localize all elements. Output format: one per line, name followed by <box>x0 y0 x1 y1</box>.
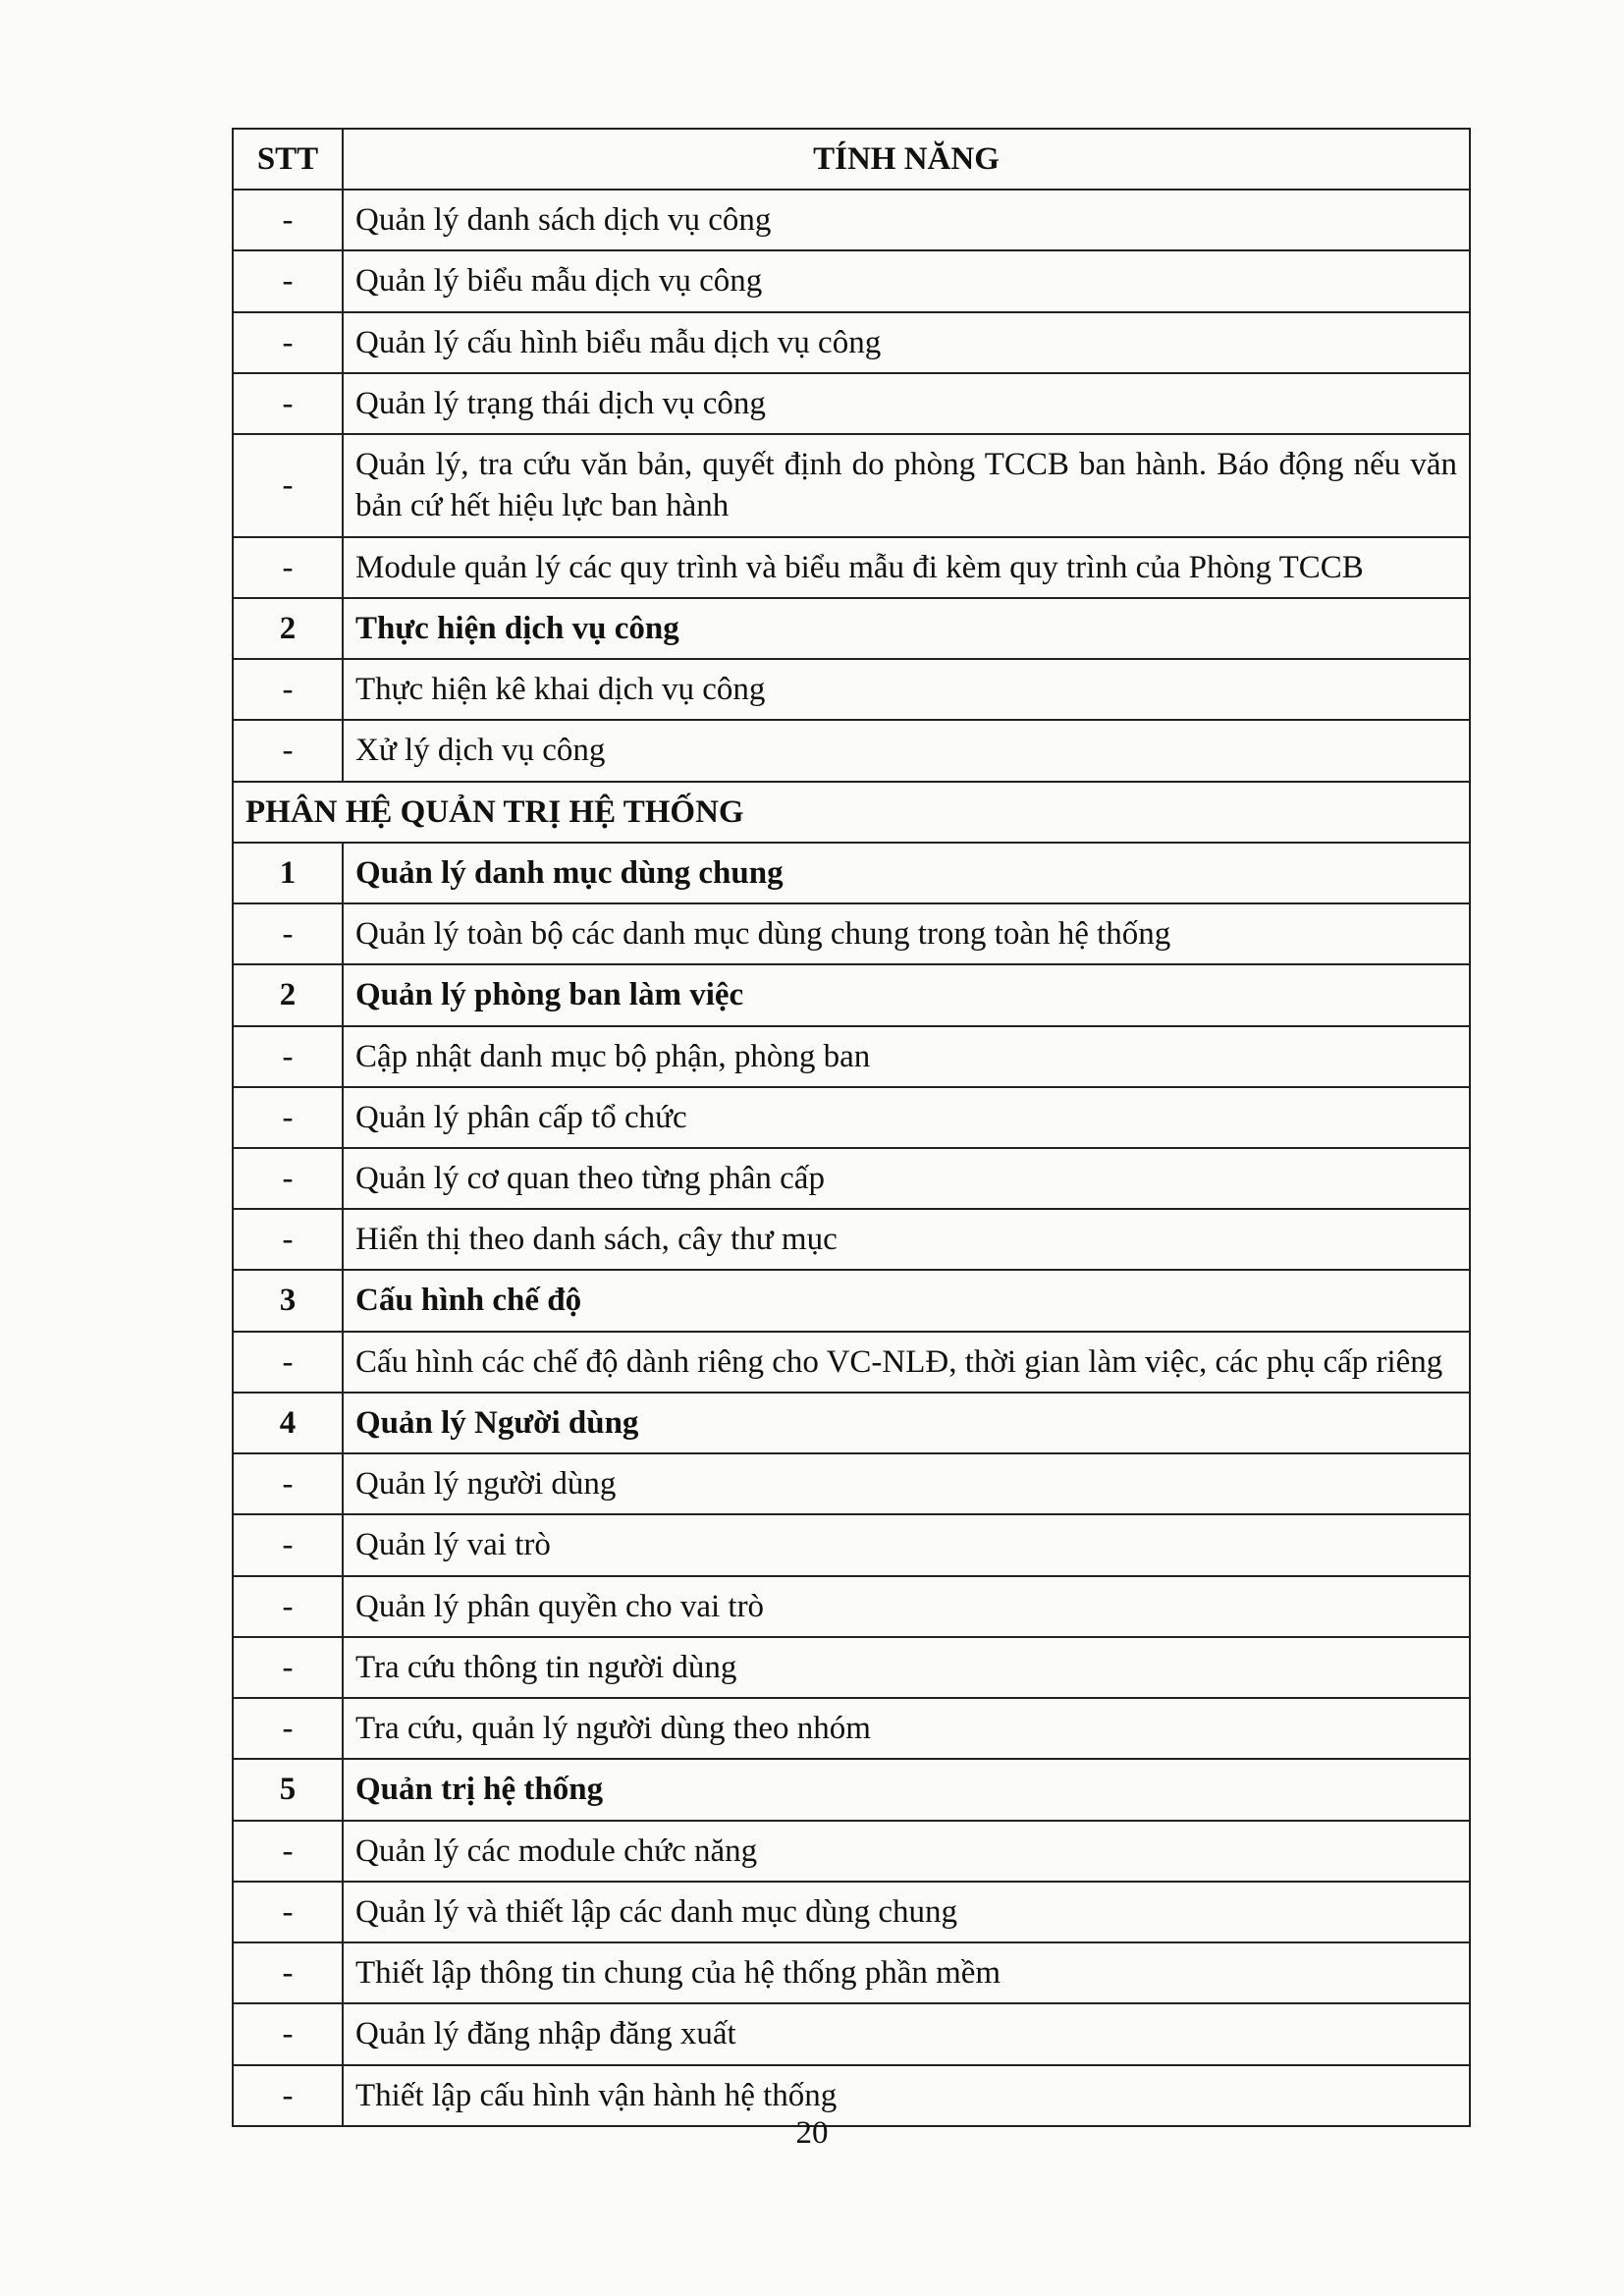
row-stt: - <box>233 1821 343 1882</box>
feature-table <box>232 128 1471 2127</box>
row-feature: Quản lý phân quyền cho vai trò <box>343 1576 1470 1637</box>
table-row <box>233 659 1470 720</box>
row-feature: Quản lý danh mục dùng chung <box>343 843 1470 903</box>
table-row <box>233 537 1470 598</box>
row-feature: Tra cứu, quản lý người dùng theo nhóm <box>343 1698 1470 1759</box>
page-number: 20 <box>795 2115 829 2151</box>
row-stt: - <box>233 659 343 720</box>
row-feature: Quản trị hệ thống <box>343 1759 1470 1820</box>
table-row <box>233 434 1470 536</box>
row-stt: 4 <box>233 1393 343 1453</box>
table-row <box>233 598 1470 659</box>
row-stt: - <box>233 1942 343 2003</box>
row-feature: Thực hiện dịch vụ công <box>343 598 1470 659</box>
row-feature: Tra cứu thông tin người dùng <box>343 1637 1470 1698</box>
row-stt: 3 <box>233 1270 343 1331</box>
row-stt: - <box>233 434 343 536</box>
row-stt: - <box>233 1698 343 1759</box>
table-row <box>233 964 1470 1025</box>
section-title: PHÂN HỆ QUẢN TRỊ HỆ THỐNG <box>233 782 1470 843</box>
table-row <box>233 1209 1470 1270</box>
table-row <box>233 2003 1470 2064</box>
row-feature: Xử lý dịch vụ công <box>343 720 1470 781</box>
row-stt: 2 <box>233 964 343 1025</box>
row-stt: - <box>233 2003 343 2064</box>
row-feature: Quản lý cấu hình biểu mẫu dịch vụ công <box>343 312 1470 373</box>
row-stt: - <box>233 1332 343 1393</box>
table-row <box>233 1576 1470 1637</box>
row-feature: Quản lý Người dùng <box>343 1393 1470 1453</box>
row-feature: Quản lý các module chức năng <box>343 1821 1470 1882</box>
row-stt: - <box>233 1087 343 1148</box>
table-row <box>233 1637 1470 1698</box>
row-feature: Quản lý người dùng <box>343 1453 1470 1514</box>
table-row <box>233 1882 1470 1942</box>
row-feature: Quản lý vai trò <box>343 1514 1470 1575</box>
table-header-row <box>233 129 1470 190</box>
table-row <box>233 250 1470 311</box>
row-stt: - <box>233 537 343 598</box>
row-feature: Thực hiện kê khai dịch vụ công <box>343 659 1470 720</box>
row-feature: Quản lý toàn bộ các danh mục dùng chung trong toàn hệ thống <box>343 903 1470 964</box>
row-stt: - <box>233 1148 343 1209</box>
row-feature: Quản lý phân cấp tổ chức <box>343 1087 1470 1148</box>
table-row <box>233 312 1470 373</box>
row-stt: - <box>233 1514 343 1575</box>
table-row <box>233 1821 1470 1882</box>
table-row <box>233 843 1470 903</box>
row-stt: - <box>233 2065 343 2126</box>
row-stt: - <box>233 250 343 311</box>
table-row <box>233 1514 1470 1575</box>
row-stt: - <box>233 373 343 434</box>
table-body <box>233 190 1470 2126</box>
row-feature: Quản lý biểu mẫu dịch vụ công <box>343 250 1470 311</box>
row-stt: - <box>233 1576 343 1637</box>
table-row <box>233 1393 1470 1453</box>
row-feature: Quản lý và thiết lập các danh mục dùng chung <box>343 1882 1470 1942</box>
row-feature: Quản lý, tra cứu văn bản, quyết định do phòng TCCB ban hành. Báo động nếu văn bản cứ hết hiệu lực ban hành <box>343 434 1470 536</box>
row-stt: - <box>233 1882 343 1942</box>
row-stt: - <box>233 1026 343 1087</box>
table-row <box>233 1332 1470 1393</box>
table-row <box>233 1942 1470 2003</box>
row-feature: Hiển thị theo danh sách, cây thư mục <box>343 1209 1470 1270</box>
table-row <box>233 1270 1470 1331</box>
row-stt: 5 <box>233 1759 343 1820</box>
row-feature: Module quản lý các quy trình và biểu mẫu đi kèm quy trình của Phòng TCCB <box>343 537 1470 598</box>
header-feature: TÍNH NĂNG <box>343 129 1470 190</box>
row-stt: - <box>233 903 343 964</box>
table-row <box>233 720 1470 781</box>
row-stt: - <box>233 1637 343 1698</box>
header-stt: STT <box>233 129 343 190</box>
table-row <box>233 1026 1470 1087</box>
row-feature: Quản lý phòng ban làm việc <box>343 964 1470 1025</box>
row-stt: - <box>233 190 343 250</box>
table-row <box>233 373 1470 434</box>
row-feature: Quản lý đăng nhập đăng xuất <box>343 2003 1470 2064</box>
row-feature: Cập nhật danh mục bộ phận, phòng ban <box>343 1026 1470 1087</box>
row-feature: Cấu hình các chế độ dành riêng cho VC-NLĐ, thời gian làm việc, các phụ cấp riêng <box>343 1332 1470 1393</box>
table-row <box>233 190 1470 250</box>
row-stt: - <box>233 1209 343 1270</box>
row-feature: Thiết lập cấu hình vận hành hệ thống <box>343 2065 1470 2126</box>
row-stt: 1 <box>233 843 343 903</box>
section-row <box>233 782 1470 843</box>
row-feature: Quản lý cơ quan theo từng phân cấp <box>343 1148 1470 1209</box>
table-row <box>233 1759 1470 1820</box>
table-row <box>233 903 1470 964</box>
table-row <box>233 1453 1470 1514</box>
table-row <box>233 1087 1470 1148</box>
row-stt: - <box>233 312 343 373</box>
row-stt: - <box>233 1453 343 1514</box>
row-stt: 2 <box>233 598 343 659</box>
table-row <box>233 1698 1470 1759</box>
row-feature: Quản lý trạng thái dịch vụ công <box>343 373 1470 434</box>
row-feature: Thiết lập thông tin chung của hệ thống phần mềm <box>343 1942 1470 2003</box>
row-stt: - <box>233 720 343 781</box>
row-feature: Quản lý danh sách dịch vụ công <box>343 190 1470 250</box>
table-row <box>233 1148 1470 1209</box>
row-feature: Cấu hình chế độ <box>343 1270 1470 1331</box>
